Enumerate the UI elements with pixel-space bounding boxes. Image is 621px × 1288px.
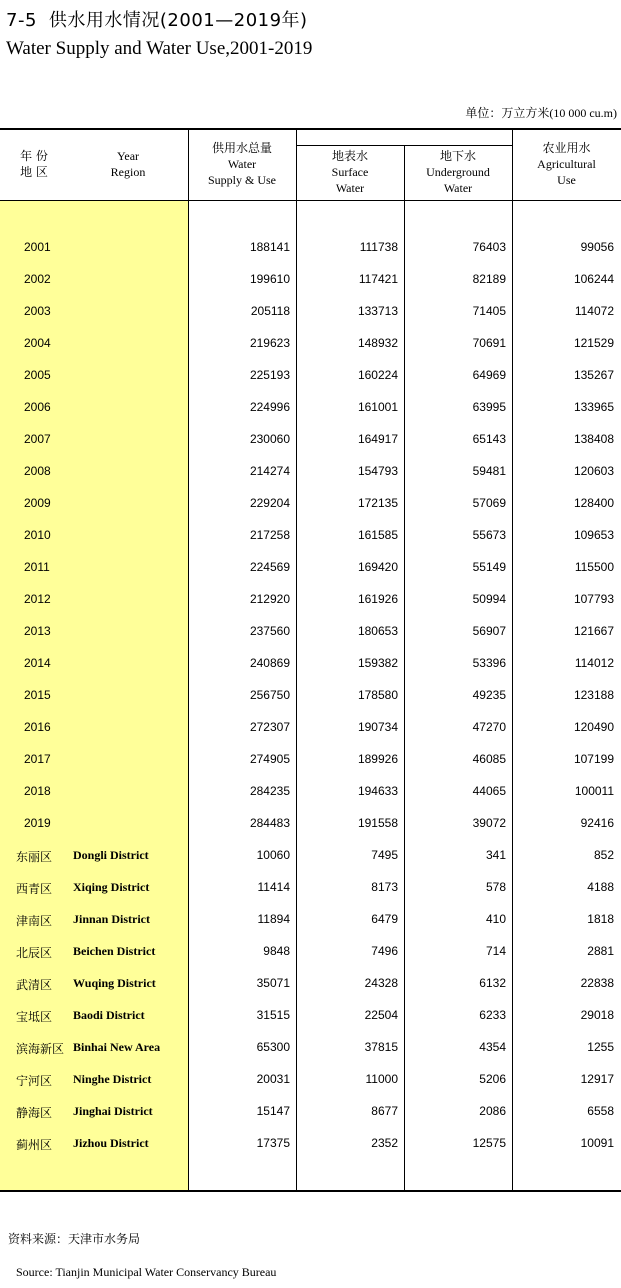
surface-cell: 172135 [357,496,398,510]
surface-cell: 160224 [357,368,398,382]
table-number: 7-5 [6,10,37,31]
underground-cell: 55673 [472,528,506,542]
surface-cell: 111738 [359,240,398,254]
year-cell: 2014 [24,656,51,670]
district-cn-cell: 津南区 [16,914,53,928]
agricultural-cell: 1818 [587,912,614,926]
table-row [0,1064,621,1096]
district-en-cell: Xiqing District [73,880,150,894]
agricultural-cell: 107199 [573,752,614,766]
agricultural-cell: 115500 [574,560,614,574]
source-note-cn: 资料来源：天津市水务局 [8,1232,141,1246]
table-row [0,488,621,520]
agricultural-cell: 135267 [573,368,614,382]
agricultural-cell: 109653 [573,528,614,542]
surface-cell: 159382 [357,656,398,670]
unit-label [465,104,617,121]
table-row [0,840,621,872]
total-cell: 217258 [249,528,290,542]
underground-cell: 2086 [479,1104,506,1118]
table-row [0,712,621,744]
total-cell: 240869 [249,656,290,670]
table-row [0,360,621,392]
total-cell: 225193 [249,368,290,382]
district-en-cell: Beichen District [73,944,156,958]
year-cell: 2019 [24,816,51,830]
surface-cell: 161585 [357,528,398,542]
underground-cell: 46085 [472,752,506,766]
table-row [0,616,621,648]
table-row [0,936,621,968]
agricultural-cell: 2881 [587,944,614,958]
surface-cell: 6479 [371,912,398,926]
underground-cell: 5206 [479,1072,506,1086]
table-row [0,232,621,264]
year-cell: 2005 [24,368,51,382]
agricultural-cell: 128400 [573,496,614,510]
underground-cell: 6132 [479,976,506,990]
district-en-cell: Ninghe District [73,1072,152,1086]
agricultural-cell: 12917 [580,1072,614,1086]
table-row [0,328,621,360]
data-table [0,128,621,1191]
surface-cell: 180653 [357,624,398,638]
year-cell: 2004 [24,336,51,350]
surface-cell: 24328 [364,976,398,990]
table-row [0,680,621,712]
year-cell: 2018 [24,784,51,798]
year-cell: 2012 [24,592,51,606]
table-row [0,552,621,584]
table-row [0,648,621,680]
year-cell: 2015 [24,688,51,702]
district-cn-cell: 西青区 [16,882,53,896]
agricultural-cell: 852 [593,848,614,862]
surface-cell: 154793 [357,464,398,478]
year-cell: 2001 [24,240,51,254]
table-row [0,1096,621,1128]
total-cell: 219623 [249,336,290,350]
table-top-rule [0,128,621,130]
header-surface: 地表水 Surface Water [331,149,369,195]
underground-cell: 53396 [472,656,506,670]
table-row [0,808,621,840]
agricultural-cell: 133965 [573,400,614,414]
total-cell: 10060 [256,848,290,862]
total-cell: 31515 [256,1008,290,1022]
agricultural-cell: 1255 [587,1040,614,1054]
underground-cell: 410 [485,912,506,926]
underground-cell: 341 [485,848,506,862]
agricultural-cell: 100011 [574,784,614,798]
agricultural-cell: 29018 [580,1008,614,1022]
underground-cell: 59481 [472,464,506,478]
underground-cell: 63995 [472,400,506,414]
district-en-cell: Jizhou District [73,1136,149,1150]
surface-cell: 169420 [357,560,398,574]
district-cn-cell: 宝坻区 [16,1010,53,1024]
year-cell: 2017 [24,752,51,766]
total-cell: 224996 [249,400,290,414]
unit-en: (10 000 cu.m) [549,106,617,120]
underground-cell: 57069 [472,496,506,510]
year-cell: 2011 [24,560,50,574]
total-cell: 9848 [263,944,290,958]
surface-cell: 194633 [357,784,398,798]
surface-cell: 189926 [357,752,398,766]
total-cell: 230060 [249,432,290,446]
underground-cell: 49235 [472,688,506,702]
table-row [0,1032,621,1064]
total-cell: 272307 [249,720,290,734]
surface-cell: 161001 [357,400,398,414]
header-bottom-rule [0,200,621,201]
year-cell: 2009 [24,496,51,510]
total-cell: 224569 [249,560,290,574]
surface-cell: 117421 [358,272,398,286]
total-cell: 188141 [249,240,290,254]
agricultural-cell: 4188 [587,880,614,894]
total-cell: 199610 [249,272,290,286]
total-cell: 274905 [249,752,290,766]
total-cell: 11894 [257,912,290,926]
total-cell: 11414 [257,880,290,894]
surface-cell: 22504 [364,1008,398,1022]
table-row [0,584,621,616]
agricultural-cell: 114012 [574,656,614,670]
surface-cell: 164917 [357,432,398,446]
header-underground: 地下水 Underground Water [426,149,490,195]
table-row [0,776,621,808]
underground-cell: 6233 [479,1008,506,1022]
table-row [0,904,621,936]
underground-cell: 47270 [472,720,506,734]
table-row [0,264,621,296]
district-cn-cell: 东丽区 [16,850,53,864]
surface-cell: 161926 [357,592,398,606]
table-row [0,744,621,776]
table-row [0,1128,621,1160]
agricultural-cell: 121529 [573,336,614,350]
underground-cell: 64969 [472,368,506,382]
table-row [0,392,621,424]
table-row [0,1000,621,1032]
agricultural-cell: 120490 [573,720,614,734]
underground-cell: 70691 [472,336,506,350]
year-cell: 2013 [24,624,51,638]
agricultural-cell: 92416 [580,816,614,830]
year-cell: 2002 [24,272,51,286]
header-total: 供用水总量 Water Supply & Use [207,141,276,187]
surface-cell: 7495 [371,848,398,862]
source-note-en: Source: Tianjin Municipal Water Conservancy Bureau [16,1265,277,1279]
total-cell: 229204 [249,496,290,510]
underground-cell: 39072 [472,816,506,830]
table-title-en: Water Supply and Water Use,2001-2019 [6,38,313,59]
surface-cell: 8173 [371,880,398,894]
total-cell: 237560 [249,624,290,638]
underground-cell: 714 [485,944,506,958]
total-cell: 284483 [249,816,290,830]
total-cell: 284235 [249,784,290,798]
district-cn-cell: 静海区 [16,1106,53,1120]
table-bottom-rule [0,1190,621,1192]
underground-cell: 76403 [472,240,506,254]
district-cn-cell: 武清区 [16,978,53,992]
underground-cell: 50994 [472,592,506,606]
table-title-cn [6,6,308,32]
agricultural-cell: 22838 [580,976,614,990]
surface-cell: 37815 [364,1040,398,1054]
table-row [0,424,621,456]
underground-cell: 56907 [472,624,506,638]
underground-cell: 82189 [472,272,506,286]
surface-cell: 148932 [357,336,398,350]
district-en-cell: Dongli District [73,848,149,862]
year-cell: 2016 [24,720,51,734]
district-en-cell: Jinghai District [73,1104,153,1118]
agricultural-cell: 114072 [574,304,614,318]
agricultural-cell: 106244 [573,272,614,286]
district-en-cell: Jinnan District [73,912,151,926]
surface-cell: 7496 [371,944,398,958]
total-cell: 256750 [249,688,290,702]
table-row [0,520,621,552]
agricultural-cell: 123188 [573,688,614,702]
agricultural-cell: 120603 [573,464,614,478]
district-cn-cell: 滨海新区 [16,1042,65,1056]
total-cell: 15147 [256,1104,290,1118]
surface-cell: 190734 [357,720,398,734]
year-cell: 2007 [24,432,51,446]
underground-cell: 12575 [472,1136,506,1150]
total-cell: 65300 [256,1040,290,1054]
table-row [0,456,621,488]
unit-cn: 单位：万立方米 [465,106,550,120]
district-cn-cell: 蓟州区 [16,1138,53,1152]
surface-cell: 8677 [371,1104,398,1118]
underground-cell: 44065 [472,784,506,798]
year-cell: 2010 [24,528,51,542]
underground-cell: 578 [485,880,506,894]
total-cell: 212920 [249,592,290,606]
title-cn-text: 供水用水情况(2001—2019年) [48,10,308,31]
total-cell: 35071 [256,976,290,990]
total-cell: 205118 [250,304,290,318]
underground-cell: 4354 [479,1040,506,1054]
district-cn-cell: 北辰区 [16,946,53,960]
underground-cell: 65143 [472,432,506,446]
year-cell: 2006 [24,400,51,414]
agricultural-cell: 107793 [573,592,614,606]
underground-cell: 55149 [472,560,506,574]
header-agricultural: 农业用水 Agricultural Use [537,141,596,187]
district-cn-cell: 宁河区 [16,1074,53,1088]
total-cell: 214274 [249,464,290,478]
surface-cell: 191558 [357,816,398,830]
agricultural-cell: 6558 [587,1104,614,1118]
header-year-cn: 年 份 地 区 [20,149,48,179]
header-year-en: Year Region [110,149,146,179]
year-cell: 2003 [24,304,51,318]
surface-cell: 178580 [357,688,398,702]
surface-cell: 11000 [365,1072,398,1086]
district-en-cell: Wuqing District [73,976,156,990]
total-cell: 17375 [256,1136,290,1150]
agricultural-cell: 10091 [580,1136,614,1150]
total-cell: 20031 [256,1072,290,1086]
underground-cell: 71405 [472,304,506,318]
surface-cell: 133713 [357,304,398,318]
table-row [0,872,621,904]
district-en-cell: Binhai New Area [73,1040,161,1054]
district-en-cell: Baodi District [73,1008,145,1022]
agricultural-cell: 121667 [573,624,614,638]
surface-cell: 2352 [371,1136,398,1150]
agricultural-cell: 99056 [580,240,614,254]
table-row [0,296,621,328]
agricultural-cell: 138408 [573,432,614,446]
table-row [0,968,621,1000]
year-cell: 2008 [24,464,51,478]
